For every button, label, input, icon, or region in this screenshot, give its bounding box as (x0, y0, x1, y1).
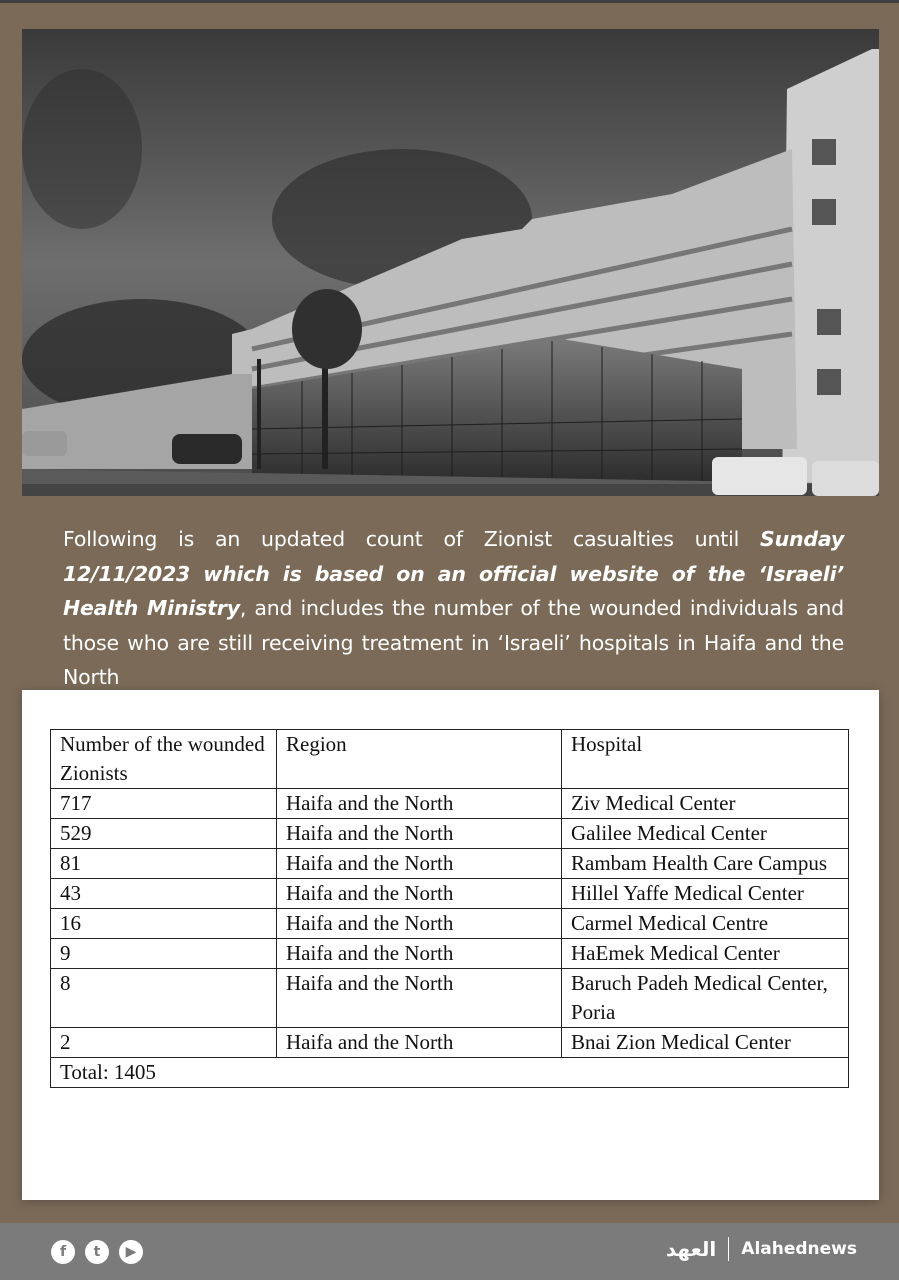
brand-arabic: العهد (665, 1237, 717, 1261)
hospital-photo (22, 29, 879, 496)
twitter-icon[interactable]: t (85, 1240, 109, 1264)
table-total-row (51, 1058, 849, 1088)
youtube-icon[interactable]: ▶ (119, 1240, 143, 1264)
cell-number: 9 (51, 939, 277, 969)
cell-hospital: HaEmek Medical Center (562, 939, 849, 969)
cell-hospital: Baruch Padeh Medical Center, Poria (562, 969, 849, 1028)
header-number: Number of the wounded Zionists (51, 730, 277, 789)
cell-hospital: Bnai Zion Medical Center (562, 1028, 849, 1058)
cell-total: Total: 1405 (51, 1058, 849, 1088)
intro-text-end: , and includes the number of the wounded individuals and those who are still receiving treatment in ‘Israeli’ hospitals in Haifa and the North (63, 596, 844, 689)
intro-text-start: Following is an updated count of Zionist casualties until (63, 527, 760, 551)
table-header-row (51, 730, 849, 789)
facebook-icon[interactable]: f (51, 1240, 75, 1264)
cell-hospital: Carmel Medical Centre (562, 909, 849, 939)
footer-bar (0, 1223, 899, 1280)
cell-number: 529 (51, 819, 277, 849)
cell-hospital: Galilee Medical Center (562, 819, 849, 849)
cell-region: Haifa and the North (277, 909, 562, 939)
cell-region: Haifa and the North (277, 969, 562, 1028)
casualty-table (50, 729, 849, 1088)
cell-region: Haifa and the North (277, 879, 562, 909)
cell-number: 81 (51, 849, 277, 879)
header-hospital: Hospital (562, 730, 849, 789)
intro-paragraph (63, 522, 844, 695)
cell-hospital: Rambam Health Care Campus (562, 849, 849, 879)
table-row (51, 879, 849, 909)
cell-number: 2 (51, 1028, 277, 1058)
cell-region: Haifa and the North (277, 939, 562, 969)
brand-logo[interactable] (666, 1237, 857, 1261)
cell-region: Haifa and the North (277, 849, 562, 879)
table-row (51, 789, 849, 819)
cell-number: 8 (51, 969, 277, 1028)
table-row (51, 1028, 849, 1058)
cell-region: Haifa and the North (277, 789, 562, 819)
table-row (51, 909, 849, 939)
brand-divider (728, 1237, 729, 1261)
casualty-table-card (22, 690, 879, 1200)
table-row (51, 849, 849, 879)
cell-region: Haifa and the North (277, 1028, 562, 1058)
cell-number: 717 (51, 789, 277, 819)
cell-hospital: Ziv Medical Center (562, 789, 849, 819)
social-links (51, 1240, 143, 1264)
table-row (51, 819, 849, 849)
table-row (51, 969, 849, 1028)
cell-hospital: Hillel Yaffe Medical Center (562, 879, 849, 909)
cell-region: Haifa and the North (277, 819, 562, 849)
cell-number: 16 (51, 909, 277, 939)
intro-emphasis: Sunday 12/11/2023 which is based on an official website of the ‘Israeli’ Health Ministry (63, 527, 844, 620)
cell-number: 43 (51, 879, 277, 909)
table-row (51, 939, 849, 969)
top-border (0, 0, 899, 3)
brand-name: Alahednews (741, 1239, 857, 1259)
header-region: Region (277, 730, 562, 789)
